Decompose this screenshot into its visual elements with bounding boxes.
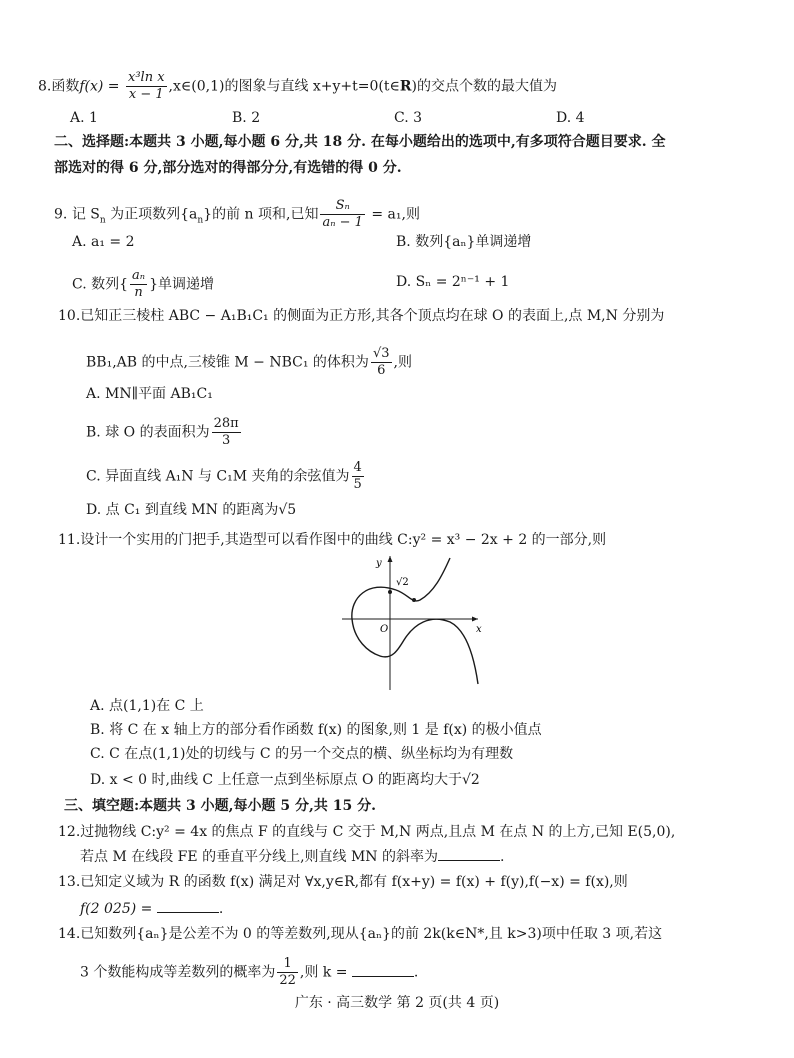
q8-stem: 8.函数f(x) = $\frac{\text{x³ln x}}{x - 1}$ ,x∈(0,1)的图象与直线 x+y+t=0(t∈R)的交点个数的最大值为 xyxy=(38,70,557,102)
q10-stem: 10.已知正三棱柱 ABC − A₁B₁C₁ 的侧面为正方形,其各个顶点均在球 O 的表面上,点 M,N 分别为 xyxy=(58,308,665,324)
q9-option-d: D. Sₙ = 2ⁿ⁻¹ + 1 xyxy=(396,274,510,290)
q14-stem-cont: 3 个数能构成等差数列的概率为 $\frac{1}{22}$ ,则 k = . xyxy=(80,956,419,988)
q10-option-c: C. 异面直线 A₁N 与 C₁M 夹角的余弦值为 $\frac{4}{5}$ xyxy=(86,460,362,492)
section2-heading: 二、选择题:本题共 3 小题,每小题 6 分,共 18 分. 在每小题给出的选项中,有多项符合题目要求. 全 xyxy=(54,134,666,150)
section2-heading-cont: 部选对的得 6 分,部分选对的得部分分,有选错的得 0 分. xyxy=(54,160,402,176)
y-axis-arrow-icon xyxy=(388,556,393,562)
q9-fraction: $\frac{\text{Sₙ}}{\text{aₙ − 1}}$ xyxy=(322,198,363,230)
q8-option-b: B. 2 xyxy=(232,110,261,126)
q13-answer-blank[interactable] xyxy=(157,898,219,913)
q10-option-d: D. 点 C₁ 到直线 MN 的距离为√5 xyxy=(86,502,297,518)
q10-option-b: B. 球 O 的表面积为 $\frac{28\pi}{3}$ xyxy=(86,416,239,448)
q11-stem: 11.设计一个实用的门把手,其造型可以看作图中的曲线 C:y² = x³ − 2x + 2 的一部分,则 xyxy=(58,532,607,548)
q12-answer-blank[interactable] xyxy=(438,846,500,861)
q12-stem: 12.过抛物线 C:y² = 4x 的焦点 F 的直线与 C 交于 M,N 两点,且点 M 在点 N 的上方,已知 E(5,0), xyxy=(58,824,676,840)
point-sqrt2 xyxy=(388,590,392,594)
x-axis-arrow-icon xyxy=(472,617,478,622)
q9-option-b: B. 数列{aₙ}单调递增 xyxy=(396,234,532,250)
label-sqrt2: √2 xyxy=(396,577,409,588)
q10-option-a: A. MN∥平面 AB₁C₁ xyxy=(86,386,213,402)
q11-option-d: D. x < 0 时,曲线 C 上任意一点到坐标原点 O 的距离均大于√2 xyxy=(90,772,480,788)
label-x: x xyxy=(476,624,482,635)
q8-option-a: A. 1 xyxy=(70,110,98,126)
label-y: y xyxy=(376,558,382,569)
q9-stem: 9. 记 $S_n$ 为正项数列$\{a_n\}$的前 n 项和,已知 $\frac{\text{Sₙ}}{\text{aₙ − 1}}$ = a₁,则 xyxy=(54,198,420,230)
q8-option-c: C. 3 xyxy=(394,110,423,126)
q9-option-a: A. a₁ = 2 xyxy=(72,234,135,250)
q10-stem-cont: BB₁,AB 的中点,三棱锥 M − NBC₁ 的体积为 $\frac{√3}{6}$ ,则 xyxy=(86,346,412,378)
q11-option-a: A. 点(1,1)在 C 上 xyxy=(90,698,204,714)
q14-answer-blank[interactable] xyxy=(352,962,414,977)
q11-curve-figure xyxy=(338,552,488,692)
q14-stem: 14.已知数列{aₙ}是公差不为 0 的等差数列,现从{aₙ}的前 2k(k∈N*,且 k>3)项中任取 3 项,若这 xyxy=(58,926,663,942)
q9-option-c: C. 数列{ $\frac{\text{aₙ}}{n}$ }单调递增 xyxy=(72,268,214,300)
q11-option-b: B. 将 C 在 x 轴上方的部分看作函数 f(x) 的图象,则 1 是 f(x) 的极小值点 xyxy=(90,722,542,738)
q13-stem-cont: f(2 025) = . xyxy=(80,898,223,919)
q13-stem: 13.已知定义域为 R 的函数 f(x) 满足对 ∀x,y∈R,都有 f(x+y) = f(x) + f(y),f(−x) = f(x),则 xyxy=(58,874,628,890)
q8-option-d: D. 4 xyxy=(556,110,585,126)
label-origin: O xyxy=(380,624,389,635)
q8-fraction: $\frac{\text{x³ln x}}{x - 1}$ xyxy=(128,70,165,102)
q12-stem-cont: 若点 M 在线段 FE 的垂直平分线上,则直线 MN 的斜率为 . xyxy=(80,846,504,867)
point-min xyxy=(412,598,416,602)
section3-heading: 三、填空题:本题共 3 小题,每小题 5 分,共 15 分. xyxy=(64,798,376,814)
page-footer: 广东 · 高三数学 第 2 页(共 4 页) xyxy=(294,995,500,1011)
q11-option-c: C. C 在点(1,1)处的切线与 C 的另一个交点的横、纵坐标均为有理数 xyxy=(90,746,514,762)
